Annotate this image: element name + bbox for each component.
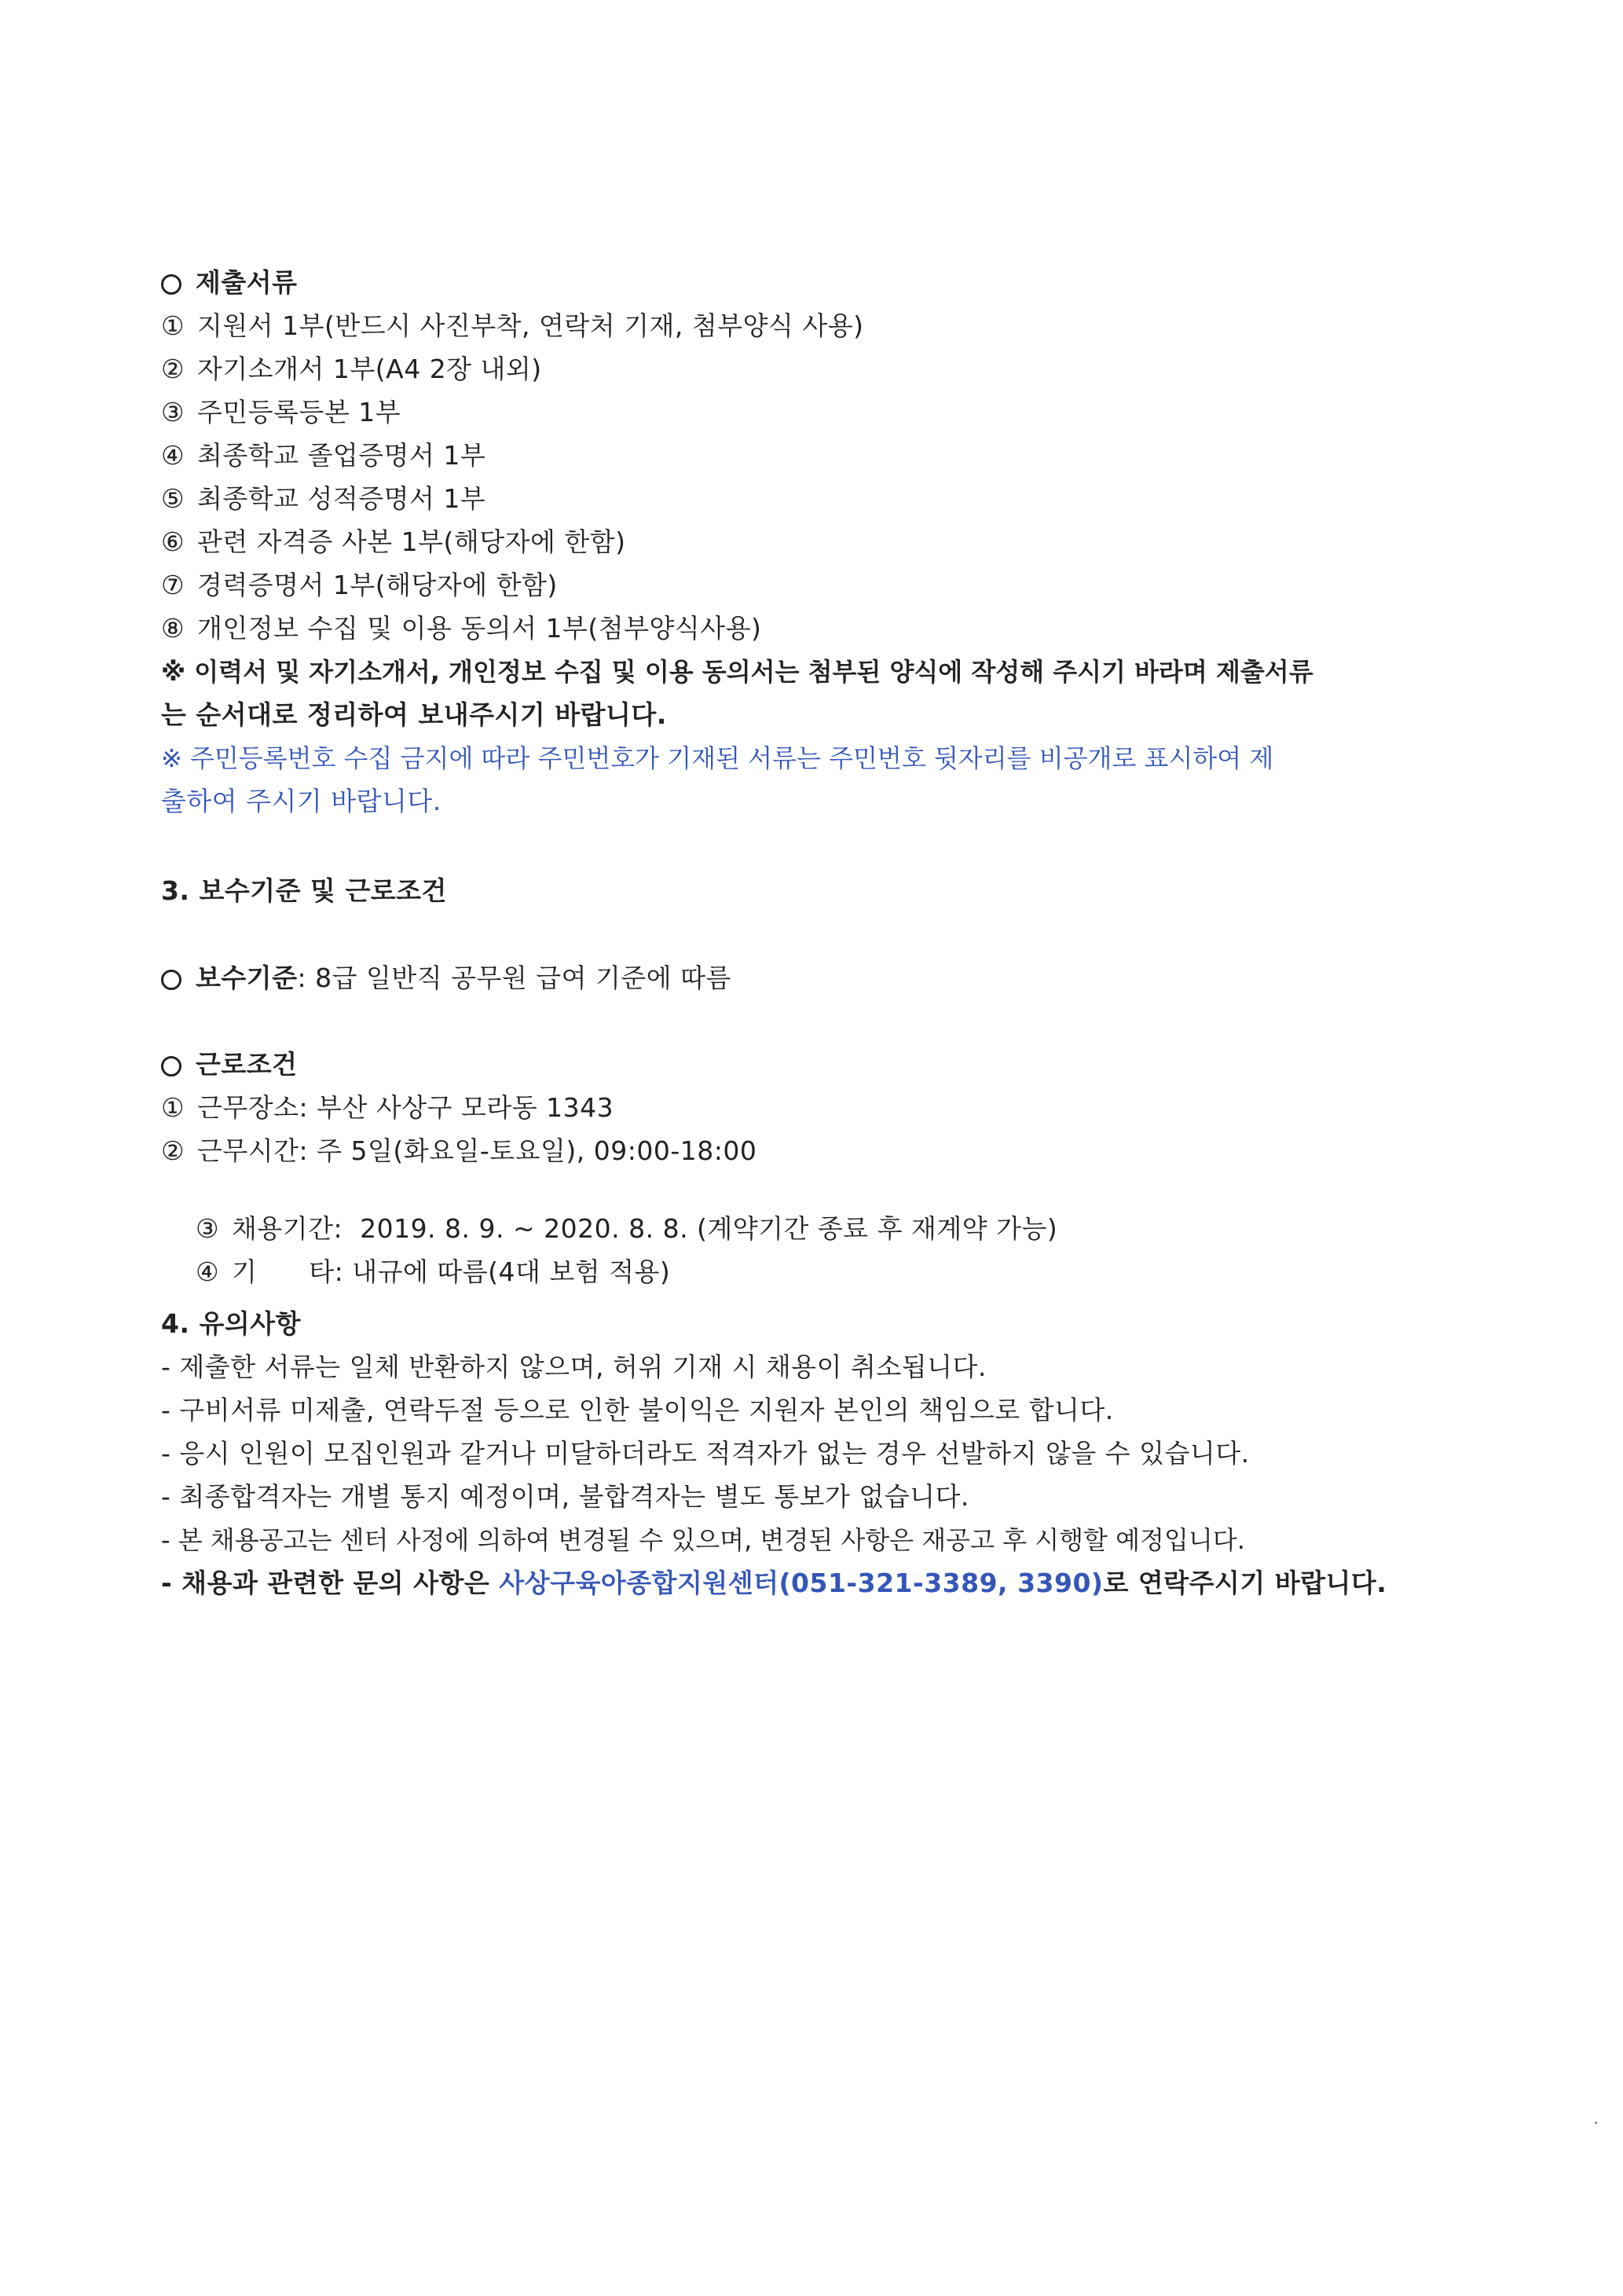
submit-item: ① 지원서 1부(반드시 사진부착, 연락처 기재, 첨부양식 사용) bbox=[161, 310, 864, 341]
notice-item: - 제출한 서류는 일체 반환하지 않으며, 허위 기재 시 채용이 취소됩니다. bbox=[161, 1352, 987, 1382]
condition-item: ③ 채용기간: 2019. 8. 9. ~ 2020. 8. 8. (계약기간 종료 후 재계약 가능) bbox=[195, 1213, 1058, 1244]
submit-item: ⑤ 최종학교 성적증명서 1부 bbox=[161, 483, 486, 514]
circle-bullet-icon bbox=[161, 274, 181, 295]
notice-item: - 응시 인원이 모집인원과 같거나 미달하더라도 적격자가 없는 경우 선발하지 않을 수 있습니다. bbox=[161, 1438, 1250, 1469]
contact-center: 사상구육아종합지원센터(051-321-3389, 3390) bbox=[499, 1568, 1104, 1598]
submit-item: ⑦ 경력증명서 1부(해당자에 한함) bbox=[161, 570, 558, 600]
circle-bullet-icon bbox=[161, 1056, 181, 1076]
submit-item: ② 자기소개서 1부(A4 2장 내외) bbox=[161, 354, 542, 384]
pay-standard: 보수기준: 8급 일반직 공무원 급여 기준에 따름 bbox=[161, 961, 1481, 996]
submit-note-bold-line1: ※ 이력서 및 자기소개서, 개인정보 수집 및 이용 동의서는 첨부된 양식에 작성해 주시기 바라며 제출서류 bbox=[161, 657, 1313, 687]
submit-item: ⑥ 관련 자격증 사본 1부(해당자에 한함) bbox=[161, 526, 626, 557]
submit-item: ③ 주민등록등본 1부 bbox=[161, 397, 401, 427]
scan-artifact bbox=[1595, 2122, 1597, 2124]
contact-line: - 채용과 관련한 문의 사항은 사상구육아종합지원센터(051-321-3389, 3390)로 연락주시기 바랍니다. bbox=[161, 1568, 1387, 1598]
circle-bullet-icon bbox=[161, 970, 181, 990]
submit-note-blue-line2: 출하여 주시기 바랍니다. bbox=[161, 786, 441, 816]
condition-item: ① 근무장소: 부산 사상구 모라동 1343 bbox=[161, 1092, 614, 1123]
submit-item: ④ 최종학교 졸업증명서 1부 bbox=[161, 440, 486, 471]
section4-heading: 4. 유의사항 bbox=[161, 1308, 301, 1339]
submit-documents-heading: 제출서류 bbox=[161, 266, 1481, 300]
notice-item: - 본 채용공고는 센터 사정에 의하여 변경될 수 있으며, 변경된 사항은 재공고 후 시행할 예정입니다. bbox=[161, 1525, 1245, 1555]
section3-heading: 3. 보수기준 및 근로조건 bbox=[161, 875, 447, 906]
submit-note-blue-line1: ※ 주민등록번호 수집 금지에 따라 주민번호가 기재된 서류는 주민번호 뒷자리를 비공개로 표시하여 제 bbox=[161, 743, 1274, 773]
condition-item: ④ 기 타: 내규에 따름(4대 보험 적용) bbox=[195, 1256, 671, 1287]
notice-item: - 구비서류 미제출, 연락두절 등으로 인한 불이익은 지원자 본인의 책임으로 합니다. bbox=[161, 1395, 1114, 1425]
submit-note-bold-line2: 는 순서대로 정리하여 보내주시기 바랍니다. bbox=[161, 699, 667, 730]
condition-item: ② 근무시간: 주 5일(화요일-토요일), 09:00-18:00 bbox=[161, 1135, 757, 1166]
conditions-heading: 근로조건 bbox=[161, 1047, 1481, 1082]
notice-item: - 최종합격자는 개별 통지 예정이며, 불합격자는 별도 통보가 없습니다. bbox=[161, 1481, 969, 1512]
submit-item: ⑧ 개인정보 수집 및 이용 동의서 1부(첨부양식사용) bbox=[161, 613, 762, 644]
